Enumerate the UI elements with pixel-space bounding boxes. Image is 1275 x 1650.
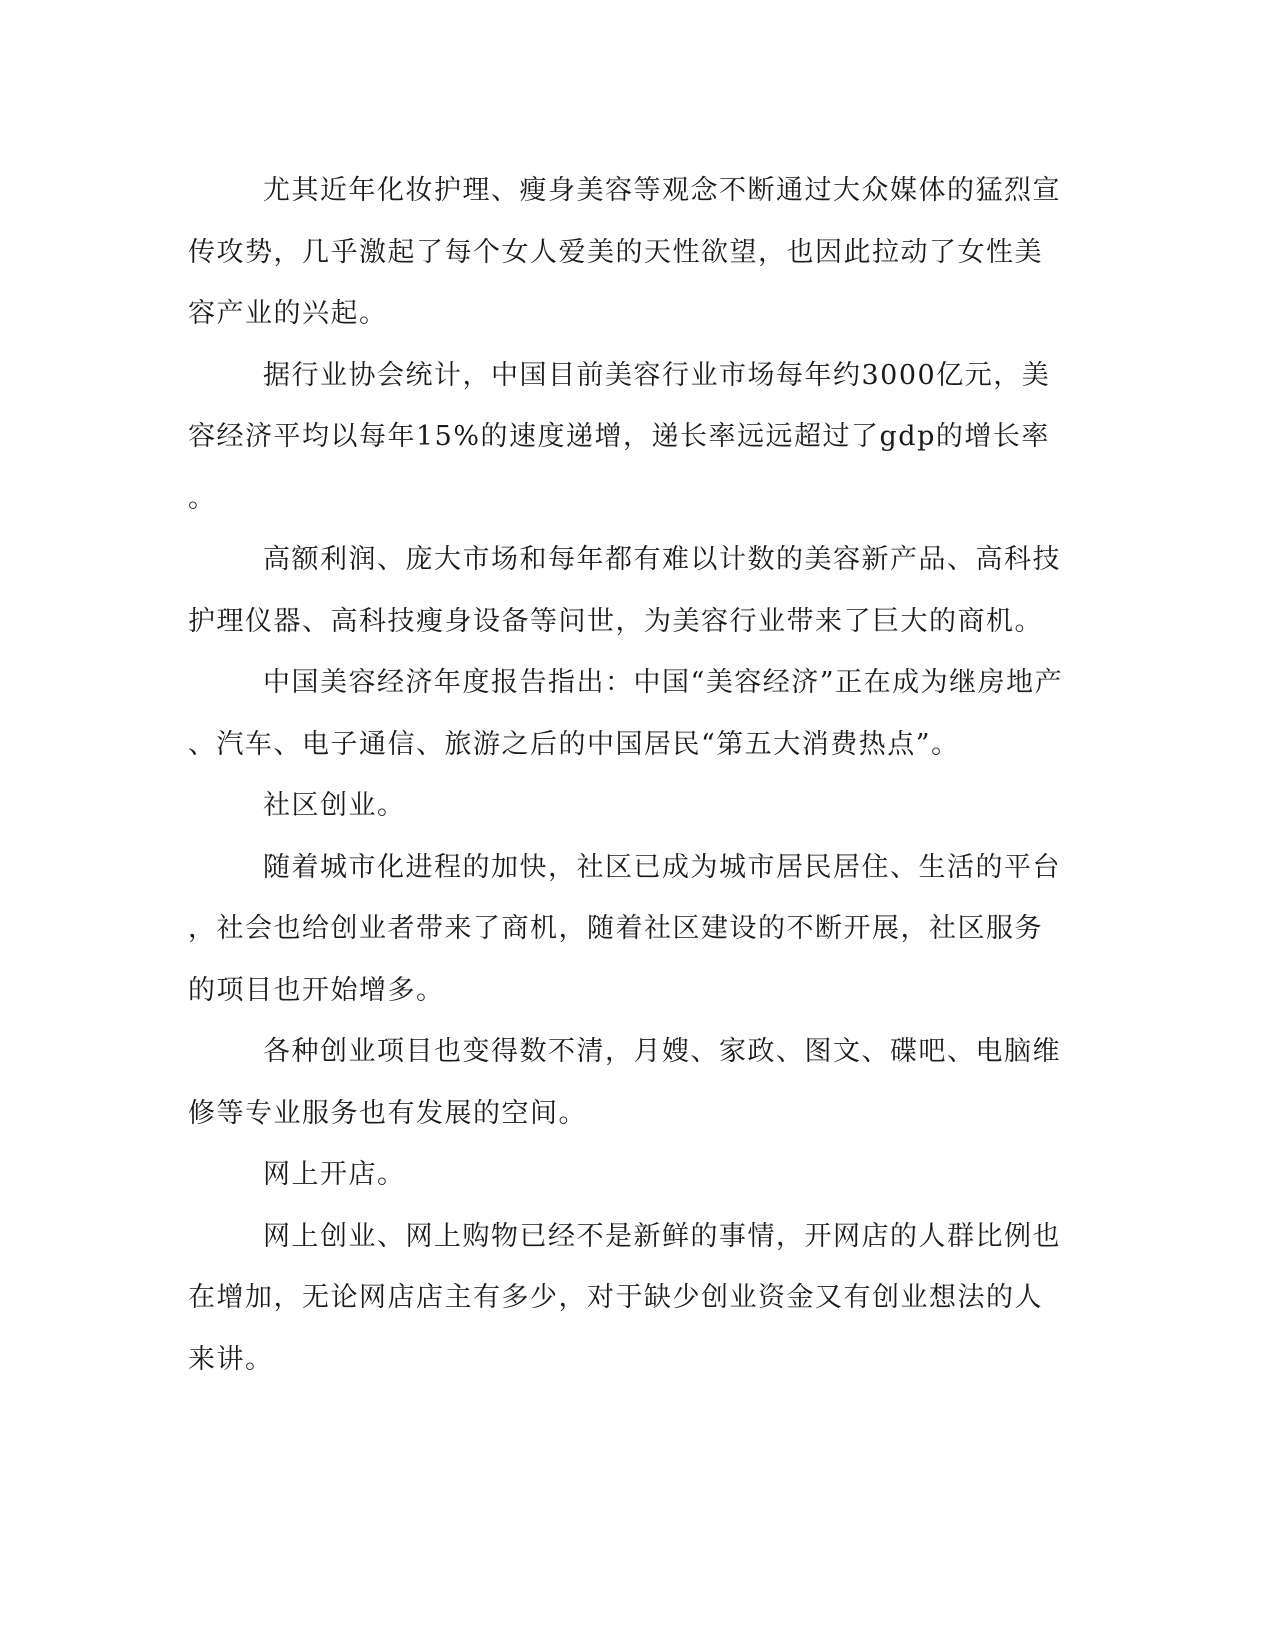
- text-line: ，社会也给创业者带来了商机，随着社区建设的不断开展，社区服务: [188, 913, 1043, 944]
- section-heading: 网上开店。: [263, 1159, 406, 1190]
- text-line: 据行业协会统计，中国目前美容行业市场每年约3000亿元，美: [263, 359, 1051, 391]
- text-line: 传攻势，几乎激起了每个女人爱美的天性欲望，也因此拉动了女性美: [188, 236, 1043, 268]
- text-line: 各种创业项目也变得数不清，月嫂、家政、图文、碟吧、电脑维: [263, 1036, 1061, 1067]
- text-line: 容产业的兴起。: [188, 298, 388, 329]
- text-line: 的项目也开始增多。: [188, 974, 445, 1006]
- text-line: 来讲。: [188, 1343, 274, 1375]
- text-line: 容经济平均以每年15%的速度递增，递长率远远超过了gdp的增长率: [188, 421, 1050, 452]
- text-line: 尤其近年化妆护理、瘦身美容等观念不断通过大众媒体的猛烈宣: [263, 175, 1061, 206]
- text-line: 中国美容经济年度报告指出：中国“美容经济”正在成为继房地产: [263, 667, 1064, 698]
- text-line: 修等专业服务也有发展的空间。: [188, 1097, 587, 1129]
- text-line: 在增加，无论网店店主有多少，对于缺少创业资金又有创业想法的人: [188, 1282, 1043, 1313]
- text-line: 高额利润、庞大市场和每年都有难以计数的美容新产品、高科技: [263, 544, 1061, 575]
- body-text: [188, 160, 1068, 1390]
- section-heading: 社区创业。: [263, 790, 406, 821]
- text-line: 、汽车、电子通信、旅游之后的中国居民“第五大消费热点”。: [188, 728, 960, 760]
- text-line: 随着城市化进程的加快，社区已成为城市居民居住、生活的平台: [263, 851, 1061, 883]
- text-line: 网上创业、网上购物已经不是新鲜的事情，开网店的人群比例也: [263, 1220, 1061, 1252]
- text-line: 护理仪器、高科技瘦身设备等问世，为美容行业带来了巨大的商机。: [188, 605, 1043, 637]
- text-line: 。: [188, 482, 217, 514]
